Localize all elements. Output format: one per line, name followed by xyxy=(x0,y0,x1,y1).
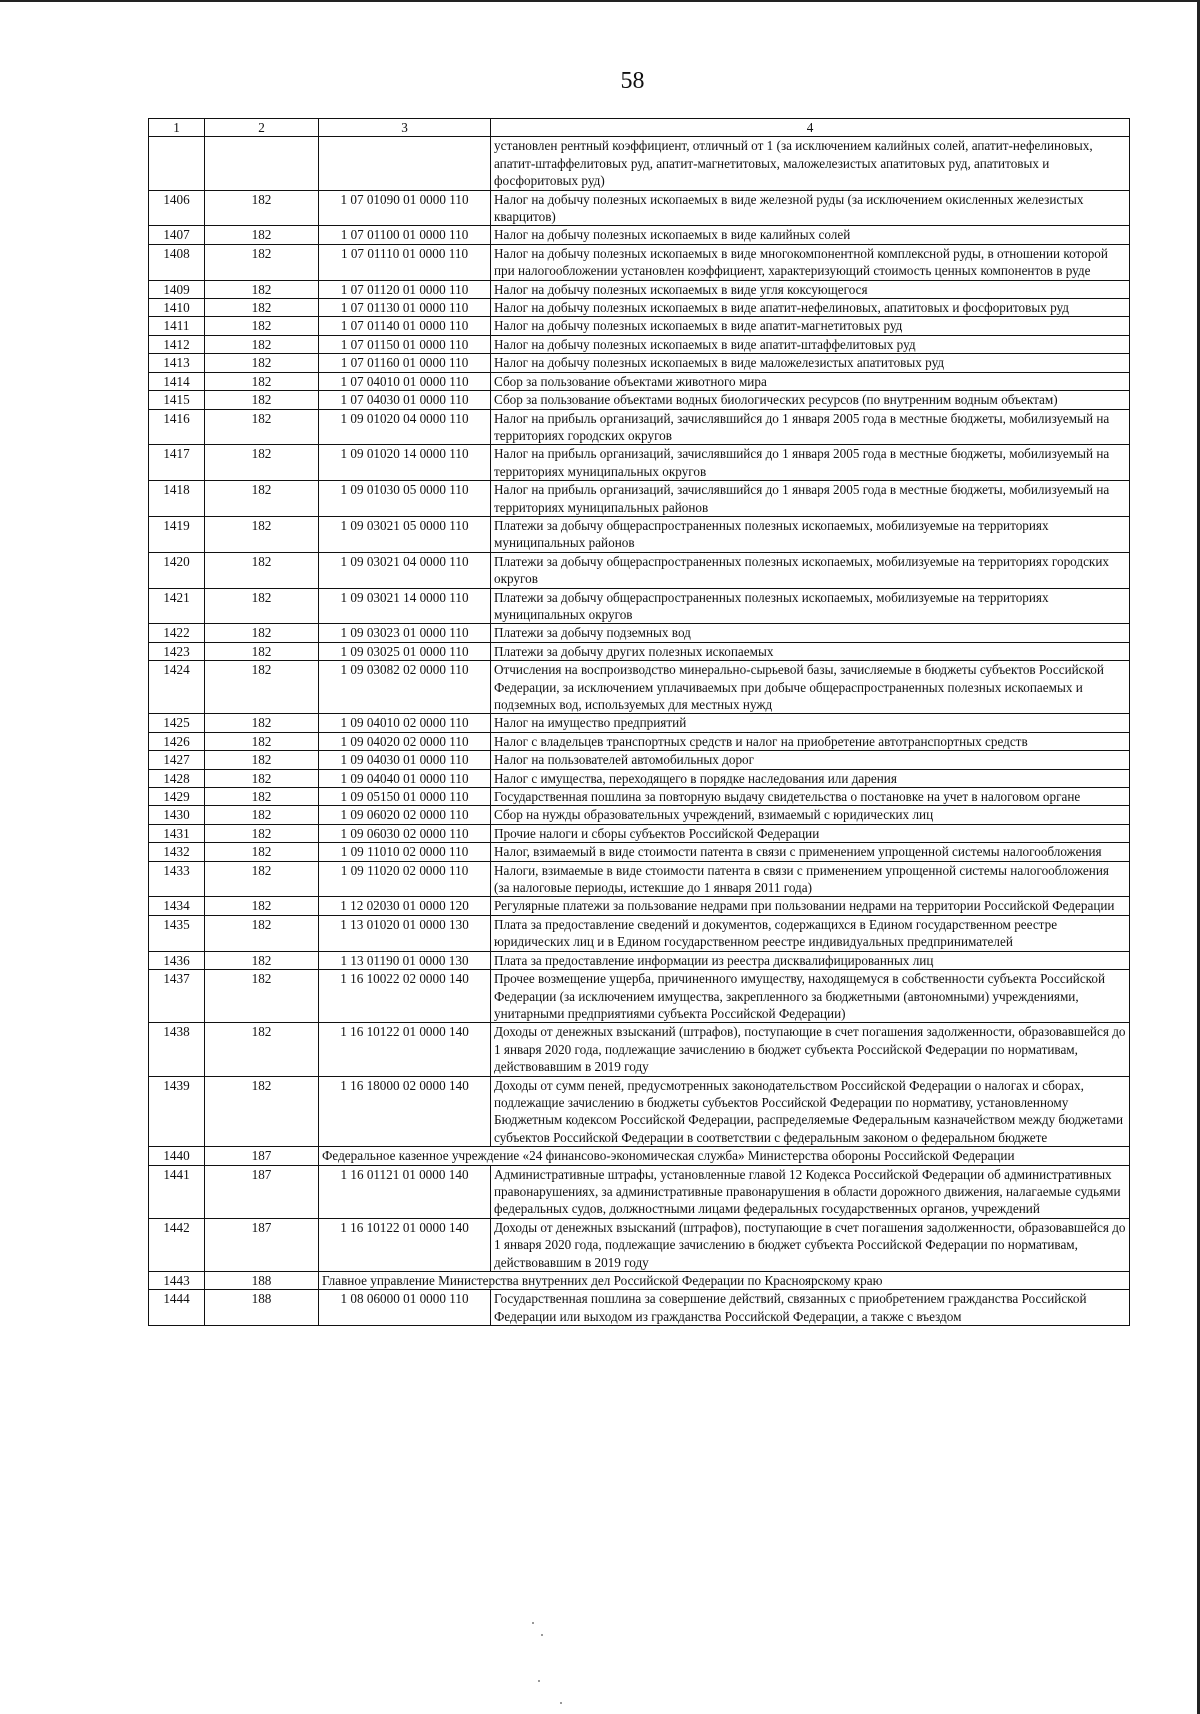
table-row xyxy=(149,552,1130,588)
admin-code-cell: 182 xyxy=(205,317,319,335)
row-number-cell: 1423 xyxy=(149,642,205,660)
admin-code-cell: 188 xyxy=(205,1290,319,1326)
description-cell: Налог на прибыль организаций, зачислявшийся до 1 января 2005 года в местные бюджеты, мобилизуемый на территориях городских округов xyxy=(491,409,1130,445)
admin-code-cell: 182 xyxy=(205,661,319,714)
description-cell: Доходы от денежных взысканий (штрафов), поступающие в счет погашения задолженности, образовавшейся до 1 января 2020 года, подлежащие зачислению в бюджет субъекта Российской Федерации по нормативам, действовавшим в 2019 году xyxy=(491,1218,1130,1271)
admin-code-cell: 188 xyxy=(205,1272,319,1290)
admin-code-cell: 182 xyxy=(205,806,319,824)
description-cell: Сбор на нужды образовательных учреждений, взимаемый с юридических лиц xyxy=(491,806,1130,824)
description-cell: Административные штрафы, установленные главой 12 Кодекса Российской Федерации об административных правонарушениях, за административные правонарушения в области дорожного движения, налагаемые судьями федеральных судов, должностными лицами федеральных государственных органов, учреждений xyxy=(491,1165,1130,1218)
table-row xyxy=(149,1290,1130,1326)
table-row xyxy=(149,642,1130,660)
row-number-cell: 1436 xyxy=(149,951,205,969)
description-cell: Платежи за добычу подземных вод xyxy=(491,624,1130,642)
admin-code-cell: 182 xyxy=(205,190,319,226)
description-cell: Налог на добычу полезных ископаемых в виде калийных солей xyxy=(491,226,1130,244)
admin-code-cell: 187 xyxy=(205,1147,319,1165)
description-cell: Платежи за добычу общераспространенных полезных ископаемых, мобилизуемые на территориях муниципальных районов xyxy=(491,516,1130,552)
scan-speck xyxy=(560,1702,562,1704)
budget-code-cell: 1 09 04030 01 0000 110 xyxy=(319,751,491,769)
scan-edge-top xyxy=(0,0,1200,2)
table-row xyxy=(149,769,1130,787)
admin-code-cell: 182 xyxy=(205,861,319,897)
row-number-cell: 1430 xyxy=(149,806,205,824)
budget-code-cell: 1 07 01130 01 0000 110 xyxy=(319,299,491,317)
table-row xyxy=(149,1165,1130,1218)
description-cell: Налог с владельцев транспортных средств и налог на приобретение автотранспортных средств xyxy=(491,732,1130,750)
row-number-cell: 1407 xyxy=(149,226,205,244)
admin-code-cell: 182 xyxy=(205,552,319,588)
budget-code-cell: 1 07 04010 01 0000 110 xyxy=(319,372,491,390)
table-row xyxy=(149,445,1130,481)
table-row xyxy=(149,588,1130,624)
admin-code-cell: 182 xyxy=(205,226,319,244)
admin-code-cell: 187 xyxy=(205,1218,319,1271)
admin-code-cell: 182 xyxy=(205,588,319,624)
table-row xyxy=(149,516,1130,552)
description-cell: Налог на добычу полезных ископаемых в виде апатит-магнетитовых руд xyxy=(491,317,1130,335)
admin-code-cell: 182 xyxy=(205,714,319,732)
row-number-cell: 1420 xyxy=(149,552,205,588)
description-cell: Сбор за пользование объектами водных биологических ресурсов (по внутренним водным объектам) xyxy=(491,391,1130,409)
row-number-cell: 1437 xyxy=(149,970,205,1023)
table-row xyxy=(149,409,1130,445)
row-number-cell: 1413 xyxy=(149,354,205,372)
description-cell: Государственная пошлина за повторную выдачу свидетельства о постановке на учет в налоговом органе xyxy=(491,788,1130,806)
description-cell: Налог на прибыль организаций, зачислявшийся до 1 января 2005 года в местные бюджеты, мобилизуемый на территориях муниципальных округов xyxy=(491,445,1130,481)
budget-code-cell: 1 09 03021 04 0000 110 xyxy=(319,552,491,588)
table-row xyxy=(149,1076,1130,1147)
description-cell: Платежи за добычу общераспространенных полезных ископаемых, мобилизуемые на территориях муниципальных округов xyxy=(491,588,1130,624)
row-number-cell: 1409 xyxy=(149,280,205,298)
row-number-cell: 1406 xyxy=(149,190,205,226)
row-number-cell: 1424 xyxy=(149,661,205,714)
row-number-cell: 1434 xyxy=(149,897,205,915)
admin-code-cell: 182 xyxy=(205,280,319,298)
admin-code-cell: 182 xyxy=(205,915,319,951)
row-number-cell xyxy=(149,137,205,190)
row-number-cell: 1421 xyxy=(149,588,205,624)
admin-code-cell: 182 xyxy=(205,843,319,861)
admin-code-cell: 182 xyxy=(205,1076,319,1147)
budget-code-cell: 1 07 04030 01 0000 110 xyxy=(319,391,491,409)
description-cell: Государственная пошлина за совершение действий, связанных с приобретением гражданства Российской Федерации или выходом из гражданства Российской Федерации, а также с въездом xyxy=(491,1290,1130,1326)
row-number-cell: 1441 xyxy=(149,1165,205,1218)
description-cell: Налог на добычу полезных ископаемых в виде многокомпонентной комплексной руды, в отношении которой при налогообложении установлен коэффициент, характеризующий стоимость ценных компонентов в руде xyxy=(491,244,1130,280)
description-cell: Прочее возмещение ущерба, причиненного имуществу, находящемуся в собственности субъекта Российской Федерации (за исключением имущества, закрепленного за бюджетными (автономными) учреждениями, унитарными предприятиями субъекта Российской Федерации) xyxy=(491,970,1130,1023)
table-row xyxy=(149,335,1130,353)
description-cell: Платежи за добычу других полезных ископаемых xyxy=(491,642,1130,660)
row-number-cell: 1408 xyxy=(149,244,205,280)
admin-code-cell: 182 xyxy=(205,372,319,390)
row-number-cell: 1435 xyxy=(149,915,205,951)
budget-code-cell: 1 07 01150 01 0000 110 xyxy=(319,335,491,353)
admin-code-cell: 182 xyxy=(205,824,319,842)
description-cell: Доходы от денежных взысканий (штрафов), поступающие в счет погашения задолженности, образовавшейся до 1 января 2020 года, подлежащие зачислению в бюджет субъекта Российской Федерации по нормативам, действовавшим в 2019 году xyxy=(491,1023,1130,1076)
admin-code-cell: 182 xyxy=(205,445,319,481)
row-number-cell: 1440 xyxy=(149,1147,205,1165)
admin-code-cell: 182 xyxy=(205,624,319,642)
admin-code-cell: 182 xyxy=(205,751,319,769)
table-row xyxy=(149,1147,1130,1165)
description-cell: Налог на добычу полезных ископаемых в виде маложелезистых апатитовых руд xyxy=(491,354,1130,372)
budget-code-cell: 1 09 03021 14 0000 110 xyxy=(319,588,491,624)
table-row xyxy=(149,372,1130,390)
page-number: 58 xyxy=(620,68,645,94)
budget-code-cell: 1 09 01020 04 0000 110 xyxy=(319,409,491,445)
row-number-cell: 1411 xyxy=(149,317,205,335)
table-row xyxy=(149,137,1130,190)
table-row xyxy=(149,788,1130,806)
budget-code-cell: 1 09 03082 02 0000 110 xyxy=(319,661,491,714)
row-number-cell: 1410 xyxy=(149,299,205,317)
description-cell: Налог на прибыль организаций, зачислявшийся до 1 января 2005 года в местные бюджеты, мобилизуемый на территориях муниципальных районов xyxy=(491,481,1130,517)
row-number-cell: 1422 xyxy=(149,624,205,642)
row-number-cell: 1425 xyxy=(149,714,205,732)
row-number-cell: 1443 xyxy=(149,1272,205,1290)
budget-code-cell: 1 12 02030 01 0000 120 xyxy=(319,897,491,915)
description-cell: Платежи за добычу общераспространенных полезных ископаемых, мобилизуемые на территориях городских округов xyxy=(491,552,1130,588)
column-header: 1 xyxy=(149,119,205,137)
administrator-name-cell: Главное управление Министерства внутренних дел Российской Федерации по Красноярскому краю xyxy=(319,1272,1130,1290)
budget-code-cell: 1 09 04020 02 0000 110 xyxy=(319,732,491,750)
row-number-cell: 1439 xyxy=(149,1076,205,1147)
admin-code-cell: 182 xyxy=(205,1023,319,1076)
admin-code-cell: 182 xyxy=(205,951,319,969)
table-row xyxy=(149,843,1130,861)
row-number-cell: 1432 xyxy=(149,843,205,861)
budget-code-cell: 1 09 03025 01 0000 110 xyxy=(319,642,491,660)
table-row xyxy=(149,354,1130,372)
admin-code-cell: 182 xyxy=(205,642,319,660)
row-number-cell: 1442 xyxy=(149,1218,205,1271)
table-row xyxy=(149,1272,1130,1290)
admin-code-cell: 182 xyxy=(205,354,319,372)
description-cell: Отчисления на воспроизводство минерально-сырьевой базы, зачисляемые в бюджеты субъектов Российской Федерации, за исключением уплачиваемых при добыче общераспространенных полезных ископаемых и подземных вод, используемых для местных нужд xyxy=(491,661,1130,714)
row-number-cell: 1427 xyxy=(149,751,205,769)
table-row xyxy=(149,226,1130,244)
description-cell: Налог на добычу полезных ископаемых в виде угля коксующегося xyxy=(491,280,1130,298)
budget-code-cell: 1 09 06030 02 0000 110 xyxy=(319,824,491,842)
budget-code-cell: 1 07 01160 01 0000 110 xyxy=(319,354,491,372)
admin-code-cell: 182 xyxy=(205,409,319,445)
budget-code-cell: 1 09 01020 14 0000 110 xyxy=(319,445,491,481)
budget-code-cell: 1 09 11020 02 0000 110 xyxy=(319,861,491,897)
budget-code-cell: 1 09 05150 01 0000 110 xyxy=(319,788,491,806)
budget-code-cell: 1 07 01120 01 0000 110 xyxy=(319,280,491,298)
budget-code-cell: 1 16 10022 02 0000 140 xyxy=(319,970,491,1023)
description-cell: Плата за предоставление информации из реестра дисквалифицированных лиц xyxy=(491,951,1130,969)
table-row xyxy=(149,861,1130,897)
description-cell: Налог, взимаемый в виде стоимости патента в связи с применением упрощенной системы налогообложения xyxy=(491,843,1130,861)
scan-speck xyxy=(538,1680,540,1682)
column-number-row xyxy=(149,119,1130,137)
budget-code-cell: 1 07 01100 01 0000 110 xyxy=(319,226,491,244)
budget-code-cell: 1 16 18000 02 0000 140 xyxy=(319,1076,491,1147)
budget-code-cell: 1 16 10122 01 0000 140 xyxy=(319,1218,491,1271)
budget-code-cell: 1 13 01020 01 0000 130 xyxy=(319,915,491,951)
column-header: 2 xyxy=(205,119,319,137)
admin-code-cell: 182 xyxy=(205,299,319,317)
table-row xyxy=(149,751,1130,769)
row-number-cell: 1415 xyxy=(149,391,205,409)
row-number-cell: 1414 xyxy=(149,372,205,390)
column-header: 4 xyxy=(491,119,1130,137)
budget-code-cell: 1 09 04010 02 0000 110 xyxy=(319,714,491,732)
budget-code-cell: 1 07 01090 01 0000 110 xyxy=(319,190,491,226)
column-header: 3 xyxy=(319,119,491,137)
admin-code-cell: 182 xyxy=(205,516,319,552)
budget-code-cell: 1 09 04040 01 0000 110 xyxy=(319,769,491,787)
row-number-cell: 1438 xyxy=(149,1023,205,1076)
row-number-cell: 1428 xyxy=(149,769,205,787)
description-cell: Налог на имущество предприятий xyxy=(491,714,1130,732)
budget-code-cell: 1 09 11010 02 0000 110 xyxy=(319,843,491,861)
budget-code-cell: 1 09 06020 02 0000 110 xyxy=(319,806,491,824)
scan-speck xyxy=(532,1622,534,1624)
table-row xyxy=(149,732,1130,750)
row-number-cell: 1416 xyxy=(149,409,205,445)
administrator-name-cell: Федеральное казенное учреждение «24 финансово-экономическая служба» Министерства обороны Российской Федерации xyxy=(319,1147,1130,1165)
row-number-cell: 1433 xyxy=(149,861,205,897)
row-number-cell: 1412 xyxy=(149,335,205,353)
budget-code-cell: 1 09 03021 05 0000 110 xyxy=(319,516,491,552)
scan-speck xyxy=(541,1634,543,1636)
admin-code-cell: 182 xyxy=(205,391,319,409)
description-cell: Налог на добычу полезных ископаемых в виде железной руды (за исключением окисленных железистых кварцитов) xyxy=(491,190,1130,226)
budget-code-cell: 1 16 10122 01 0000 140 xyxy=(319,1023,491,1076)
row-number-cell: 1444 xyxy=(149,1290,205,1326)
admin-code-cell: 182 xyxy=(205,481,319,517)
table-row xyxy=(149,915,1130,951)
admin-code-cell: 182 xyxy=(205,970,319,1023)
table-row xyxy=(149,897,1130,915)
budget-code-cell: 1 16 01121 01 0000 140 xyxy=(319,1165,491,1218)
row-number-cell: 1418 xyxy=(149,481,205,517)
table-row xyxy=(149,244,1130,280)
budget-code-cell: 1 07 01110 01 0000 110 xyxy=(319,244,491,280)
budget-code-cell: 1 09 03023 01 0000 110 xyxy=(319,624,491,642)
admin-code-cell: 187 xyxy=(205,1165,319,1218)
budget-code-cell: 1 09 01030 05 0000 110 xyxy=(319,481,491,517)
budget-code-cell: 1 07 01140 01 0000 110 xyxy=(319,317,491,335)
description-cell: установлен рентный коэффициент, отличный от 1 (за исключением калийных солей, апатит-нефелиновых, апатит-штаффелитовых руд, апатит-магнетитовых, маложелезистых апатитовых руд, апатитовых и фосфоритовых руд) xyxy=(491,137,1130,190)
description-cell: Плата за предоставление сведений и документов, содержащихся в Едином государственном реестре юридических лиц и в Едином государственном реестре индивидуальных предпринимателей xyxy=(491,915,1130,951)
table-row xyxy=(149,299,1130,317)
row-number-cell: 1429 xyxy=(149,788,205,806)
description-cell: Прочие налоги и сборы субъектов Российской Федерации xyxy=(491,824,1130,842)
description-cell: Налог на добычу полезных ископаемых в виде апатит-нефелиновых, апатитовых и фосфоритовых руд xyxy=(491,299,1130,317)
table-row xyxy=(149,481,1130,517)
row-number-cell: 1417 xyxy=(149,445,205,481)
description-cell: Налоги, взимаемые в виде стоимости патента в связи с применением упрощенной системы налогообложения (за налоговые периоды, истекшие до 1 января 2011 года) xyxy=(491,861,1130,897)
table-row xyxy=(149,280,1130,298)
description-cell: Регулярные платежи за пользование недрами при пользовании недрами на территории Российской Федерации xyxy=(491,897,1130,915)
admin-code-cell: 182 xyxy=(205,732,319,750)
row-number-cell: 1426 xyxy=(149,732,205,750)
description-cell: Налог на добычу полезных ископаемых в виде апатит-штаффелитовых руд xyxy=(491,335,1130,353)
table-row xyxy=(149,714,1130,732)
table-row xyxy=(149,661,1130,714)
table-row xyxy=(149,970,1130,1023)
description-cell: Налог на пользователей автомобильных дорог xyxy=(491,751,1130,769)
admin-code-cell: 182 xyxy=(205,335,319,353)
table-row xyxy=(149,1218,1130,1271)
admin-code-cell: 182 xyxy=(205,897,319,915)
budget-code-cell: 1 08 06000 01 0000 110 xyxy=(319,1290,491,1326)
admin-code-cell: 182 xyxy=(205,244,319,280)
description-cell: Сбор за пользование объектами животного мира xyxy=(491,372,1130,390)
table-row xyxy=(149,806,1130,824)
table-row xyxy=(149,391,1130,409)
budget-code-cell: 1 13 01190 01 0000 130 xyxy=(319,951,491,969)
table-body xyxy=(149,137,1130,1326)
budget-code-cell xyxy=(319,137,491,190)
description-cell: Доходы от сумм пеней, предусмотренных законодательством Российской Федерации о налогах и сборах, подлежащие зачислению в бюджеты субъектов Российской Федерации по нормативу, установленному Бюджетным кодексом Российской Федерации, распределяемые Федеральным казначейством между бюджетами субъектов Российской Федерации в соответствии с федеральным законом о федеральном бюджете xyxy=(491,1076,1130,1147)
admin-code-cell: 182 xyxy=(205,788,319,806)
row-number-cell: 1419 xyxy=(149,516,205,552)
row-number-cell: 1431 xyxy=(149,824,205,842)
table-row xyxy=(149,824,1130,842)
revenue-codes-table xyxy=(148,118,1130,1326)
table-row xyxy=(149,1023,1130,1076)
admin-code-cell xyxy=(205,137,319,190)
table-row xyxy=(149,624,1130,642)
table-row xyxy=(149,317,1130,335)
description-cell: Налог с имущества, переходящего в порядке наследования или дарения xyxy=(491,769,1130,787)
table-row xyxy=(149,951,1130,969)
admin-code-cell: 182 xyxy=(205,769,319,787)
table-row xyxy=(149,190,1130,226)
